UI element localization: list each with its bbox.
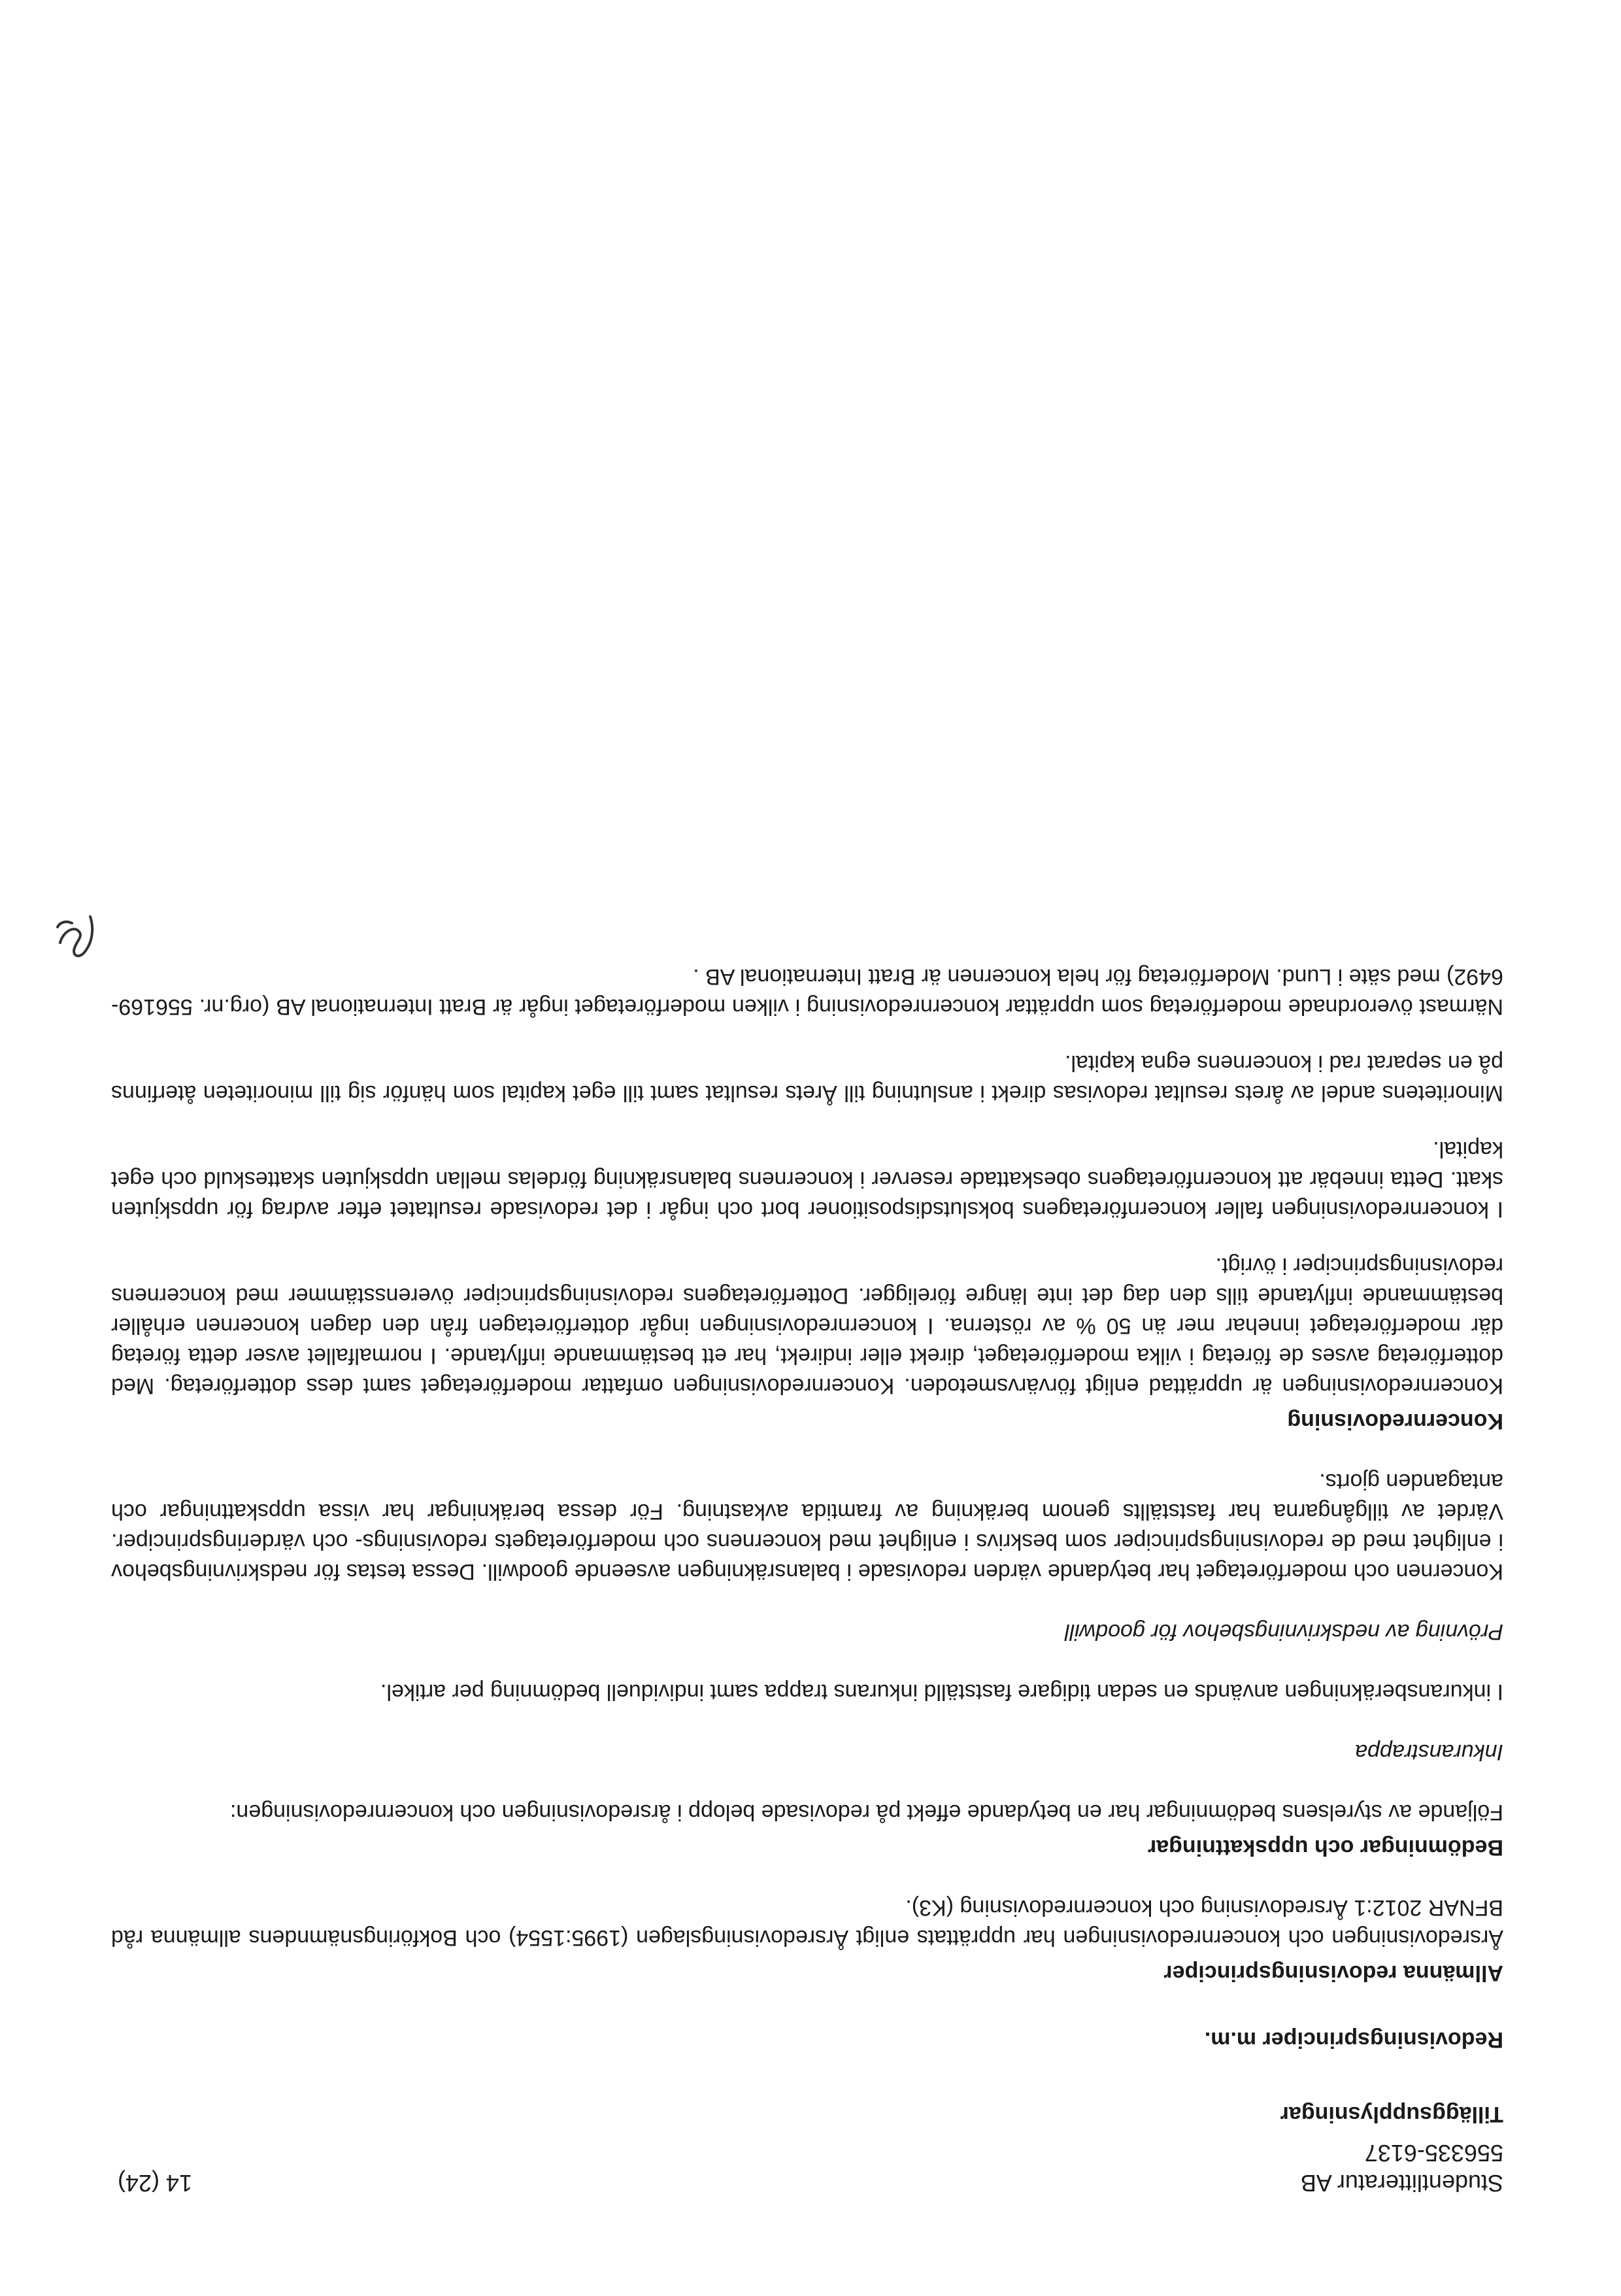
notes-body <box>111 962 1503 2129</box>
consolidation-paragraph: Koncernredovisningen är upprättad enligt förvärvsmetoden. Koncernredovisningen omfattar moderföretaget samt dess dotterföretag. Med dotterföretag avses de företag i vilka moderföretaget, direkt eller indirekt, har ett bestämmande inflytande. I normalfallet avser detta företag där moderföretaget innehar mer än 50 % av rösterna. I koncernredovisningen ingår dotterföretagen från den dagen koncernen erhåller bestämmande inflytande tills den dag det inte längre föreligger. Dotterföretagens redovisningsprinciper överensstämmer med koncernens redovisningsprinciper i övrigt. <box>111 1253 1503 1398</box>
inkuranstrappa-text: I inkuransberäkningen används en sedan tidigare fastställd inkurans trappa samt individuell bedömning per artikel. <box>380 1680 1503 1704</box>
goodwill-text: Koncernen och moderföretaget har betydande värden redovisade i balansräkningen avseende goodwill. Dessa testas för nedskrivningsbehov i enlighet med de redovisningsprinciper som beskrivs i enlighet med koncernens och moderföretagets redovisnings- och värderingsprinciper. Värdet av tillgångarna har fastställts genom beräkning av framtida avkastning. För dessa beräkningar har vissa uppskattningar och antaganden gjorts. <box>111 1469 1503 1584</box>
estimates-heading: Bedömningar och uppskattningar <box>1147 1835 1503 1860</box>
page-number: 14 (24) <box>118 2170 193 2197</box>
consolidation-paragraph: I koncernredovisningen faller koncernföretagens bokslutsdispositioner bort och ingår i det redovisade resultatet efter avdrag för uppskjuten skatt. Detta innebär att koncernföretagens obeskattade reserver i koncernens balansräkning fördelas mellan uppskjuten skatteskuld och eget kapital. <box>111 1137 1503 1222</box>
consolidation-heading: Koncernredovisning <box>1287 1409 1503 1434</box>
handwritten-initials-mark <box>52 910 98 962</box>
notes-title: Tilläggsupplysningar <box>1280 2102 1503 2127</box>
page-header <box>118 2133 1503 2198</box>
inkuranstrappa-subheading: Inkuranstrappa <box>1355 1740 1503 1764</box>
goodwill-subheading: Prövning av nedskrivningsbehov för goodwill <box>1065 1619 1503 1644</box>
company-info <box>1301 2138 1503 2198</box>
general-principles-text: Årsredovisningen och koncernredovisningen har upprättats enligt Årsredovisningslagen (1995:1554) och Bokföringsnämndens allmänna råd BFNAR 2012:1 Årsredovisning och koncernredovisning (K3). <box>111 1895 1503 1950</box>
section-title: Redovisningsprinciper m.m. <box>1204 2027 1503 2052</box>
consolidation-paragraph: Närmast överordnade moderföretag som upprättar koncernredovisning i vilken moderföretaget ingår är Bratt International AB (org.nr. 556169-6492) med säte i Lund. Moderföretag för hela koncernen är Bratt International AB . <box>111 964 1503 1019</box>
consolidation-paragraph: Minoritetens andel av årets resultat redovisas direkt i anslutning till Årets resultat samt till eget kapital som hänför sig till minoriteten återfinns på en separat rad i koncernens egna kapital. <box>111 1051 1503 1106</box>
estimates-intro: Följande av styrelsens bedömningar har en betydande effekt på redovisade belopp i årsredovisningen och koncernredovisningen: <box>229 1800 1503 1825</box>
org-number: 556335-6137 <box>1364 2140 1503 2167</box>
general-principles-heading: Allmänna redovisningsprinciper <box>1163 1961 1503 1985</box>
company-name: Studentlitteratur AB <box>1300 2170 1503 2197</box>
